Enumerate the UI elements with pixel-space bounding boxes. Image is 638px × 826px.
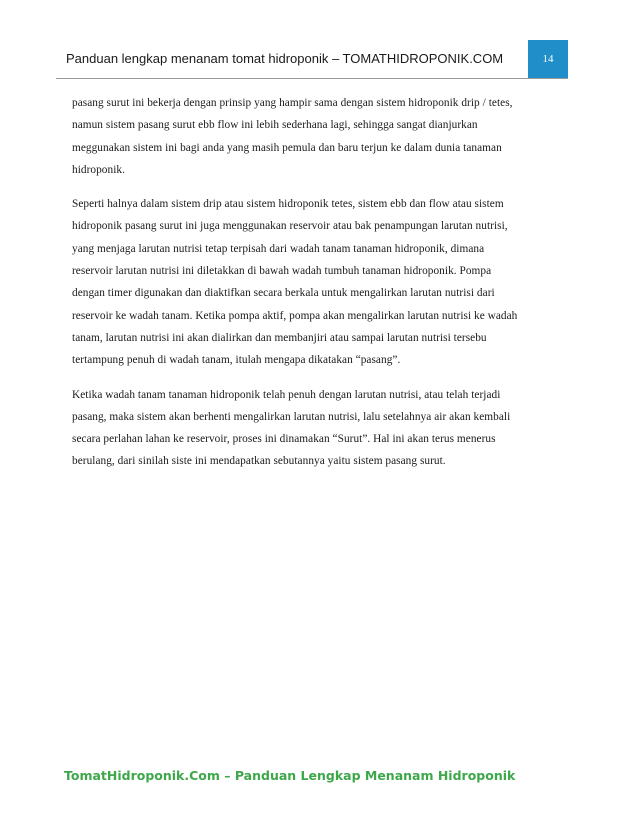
text-line: tertampung penuh di wadah tanam, itulah mengapa dikatakan “pasang”.: [72, 354, 401, 367]
text-line: Ketika wadah tanam tanaman hidroponik telah penuh dengan larutan nutrisi, atau telah terjadi: [72, 388, 501, 401]
text-line: hidroponik.: [72, 163, 125, 176]
text-line: berulang, dari sinilah siste ini mendapatkan sebutannya yaitu sistem pasang surut.: [72, 455, 446, 468]
text-line: reservoir larutan nutrisi ini diletakkan di bawah wadah tumbuh tanaman hidroponik. Pompa: [72, 265, 492, 278]
text-line: meggunakan sistem ini bagi anda yang masih pemula dan baru terjun ke dalam dunia tanaman: [72, 141, 502, 154]
text-line: hidroponik pasang surut ini juga menggunakan reservoir atau bak penampungan larutan nutrisi,: [72, 220, 508, 233]
text-line: tanam, larutan nutrisi ini akan dialirkan dan membanjiri atau sampai larutan nutrisi tersebu: [72, 331, 487, 344]
paragraph: [72, 384, 572, 473]
page-number: 14: [528, 40, 568, 78]
text-line: reservoir ke wadah tanam. Ketika pompa aktif, pompa akan mengalirkan larutan nutrisi ke wadah: [72, 309, 518, 322]
text-line: pasang surut ini bekerja dengan prinsip yang hampir sama dengan sistem hidroponik drip / tetes,: [72, 97, 513, 109]
page-footer: TomatHidroponik.Com – Panduan Lengkap Menanam Hidroponik: [64, 768, 516, 783]
text-line: dengan timer digunakan dan diaktifkan secara berkala untuk mengalirkan larutan nutrisi dari: [72, 287, 495, 300]
paragraph: [72, 193, 572, 371]
text-line: namun sistem pasang surut ebb flow ini lebih sederhana lagi, sehingga sangat dianjurkan: [72, 119, 478, 132]
paragraph: [72, 92, 572, 181]
page-header: [56, 40, 568, 79]
text-line: pasang, maka sistem akan berhenti mengalirkan larutan nutrisi, lalu setelahnya air akan kembali: [72, 410, 511, 423]
header-title: Panduan lengkap menanam tomat hidroponik – TOMATHIDROPONIK.COM: [66, 51, 504, 66]
text-line: yang menjaga larutan nutrisi tetap terpisah dari wadah tanam tanaman hidroponik, dimana: [72, 242, 485, 255]
text-line: Seperti halnya dalam sistem drip atau sistem hidroponik tetes, sistem ebb dan flow atau sistem: [72, 198, 504, 211]
text-line: secara perlahan lahan ke reservoir, proses ini dinamakan “Surut”. Hal ini akan terus menerus: [72, 433, 496, 446]
document-body: [72, 92, 572, 485]
